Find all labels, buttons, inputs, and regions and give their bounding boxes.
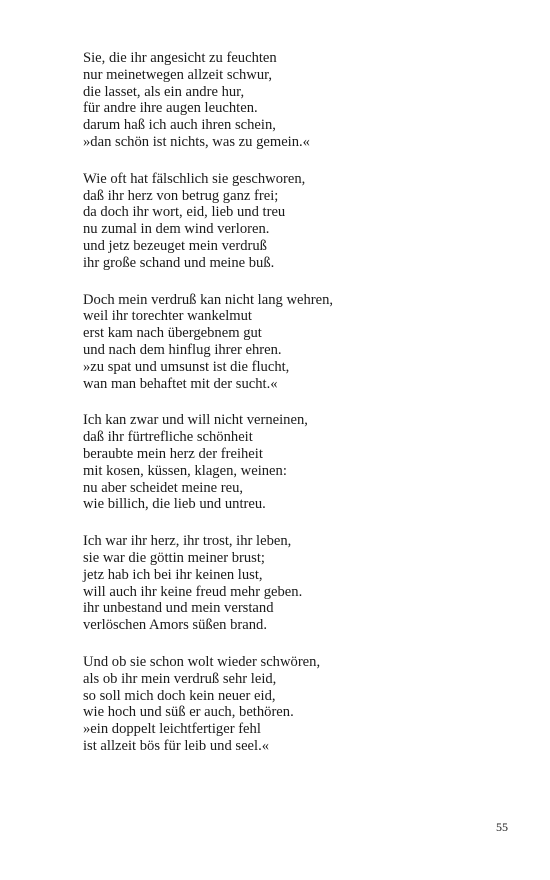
poem-line: als ob ihr mein verdruß sehr leid, xyxy=(83,670,277,687)
stanza-3 xyxy=(83,292,523,393)
poem-line: und jetz bezeuget mein verdruß xyxy=(83,237,267,254)
poem-line: sie war die göttin meiner brust; xyxy=(83,549,265,566)
stanza-4 xyxy=(83,412,523,513)
poem-line: und nach dem hinflug ihrer ehren. xyxy=(83,341,282,358)
stanza-1 xyxy=(83,50,523,151)
poem-line: wan man behaftet mit der sucht.« xyxy=(83,375,278,392)
poem-line: erst kam nach übergebnem gut xyxy=(83,325,262,342)
poem-line: nu aber scheidet meine reu, xyxy=(83,479,244,496)
stanza-5 xyxy=(83,533,523,634)
poem-line: Wie oft hat fälschlich sie geschworen, xyxy=(83,170,306,187)
poem-line: »zu spat und umsunst ist die flucht, xyxy=(83,358,290,375)
poem-line: die lasset, als ein andre hur, xyxy=(83,83,245,100)
poem-line: ihr unbestand und mein verstand xyxy=(83,600,274,617)
poem-line: wie hoch und süß er auch, bethören. xyxy=(83,704,294,721)
poem-line: darum haß ich auch ihren schein, xyxy=(83,117,276,134)
poem-line: verlöschen Amors süßen brand. xyxy=(83,617,268,634)
poem-line: nu zumal in dem wind verloren. xyxy=(83,221,270,238)
poem-line: weil ihr torechter wankelmut xyxy=(83,308,252,325)
poem-line: »dan schön ist nichts, was zu gemein.« xyxy=(83,133,310,150)
poem-line: beraubte mein herz der freiheit xyxy=(83,445,263,462)
poem-line: daß ihr fürtrefliche schönheit xyxy=(83,429,253,446)
poem-line: ihr große schand und meine buß. xyxy=(83,254,275,271)
poem-line: will auch ihr keine freud mehr geben. xyxy=(83,583,303,600)
poem-body xyxy=(83,50,523,775)
poem-line: Sie, die ihr angesicht zu feuchten xyxy=(83,50,277,66)
poem-line: für andre ihre augen leuchten. xyxy=(83,100,258,117)
poem-line: Ich kan zwar und will nicht verneinen, xyxy=(83,412,308,429)
poem-line: da doch ihr wort, eid, lieb und treu xyxy=(83,204,286,221)
page-number: 55 xyxy=(496,820,508,834)
stanza-6 xyxy=(83,654,523,755)
poem-line: Ich war ihr herz, ihr trost, ihr leben, xyxy=(83,533,292,550)
poem-line: so soll mich doch kein neuer eid, xyxy=(83,687,276,704)
poem-line: »ein doppelt leichtfertiger fehl xyxy=(83,721,261,738)
stanza-2 xyxy=(83,171,523,272)
poem-line: daß ihr herz von betrug ganz frei; xyxy=(83,187,279,204)
poem-line: Und ob sie schon wolt wieder schwören, xyxy=(83,653,321,670)
poem-line: jetz hab ich bei ihr keinen lust, xyxy=(83,566,263,583)
poem-line: ist allzeit bös für leib und seel.« xyxy=(83,737,270,754)
poem-line: mit kosen, küssen, klagen, weinen: xyxy=(83,462,287,479)
poem-line: wie billich, die lieb und untreu. xyxy=(83,496,266,513)
poem-line: Doch mein verdruß kan nicht lang wehren, xyxy=(83,291,334,308)
poem-line: nur meinetwegen allzeit schwur, xyxy=(83,66,273,83)
